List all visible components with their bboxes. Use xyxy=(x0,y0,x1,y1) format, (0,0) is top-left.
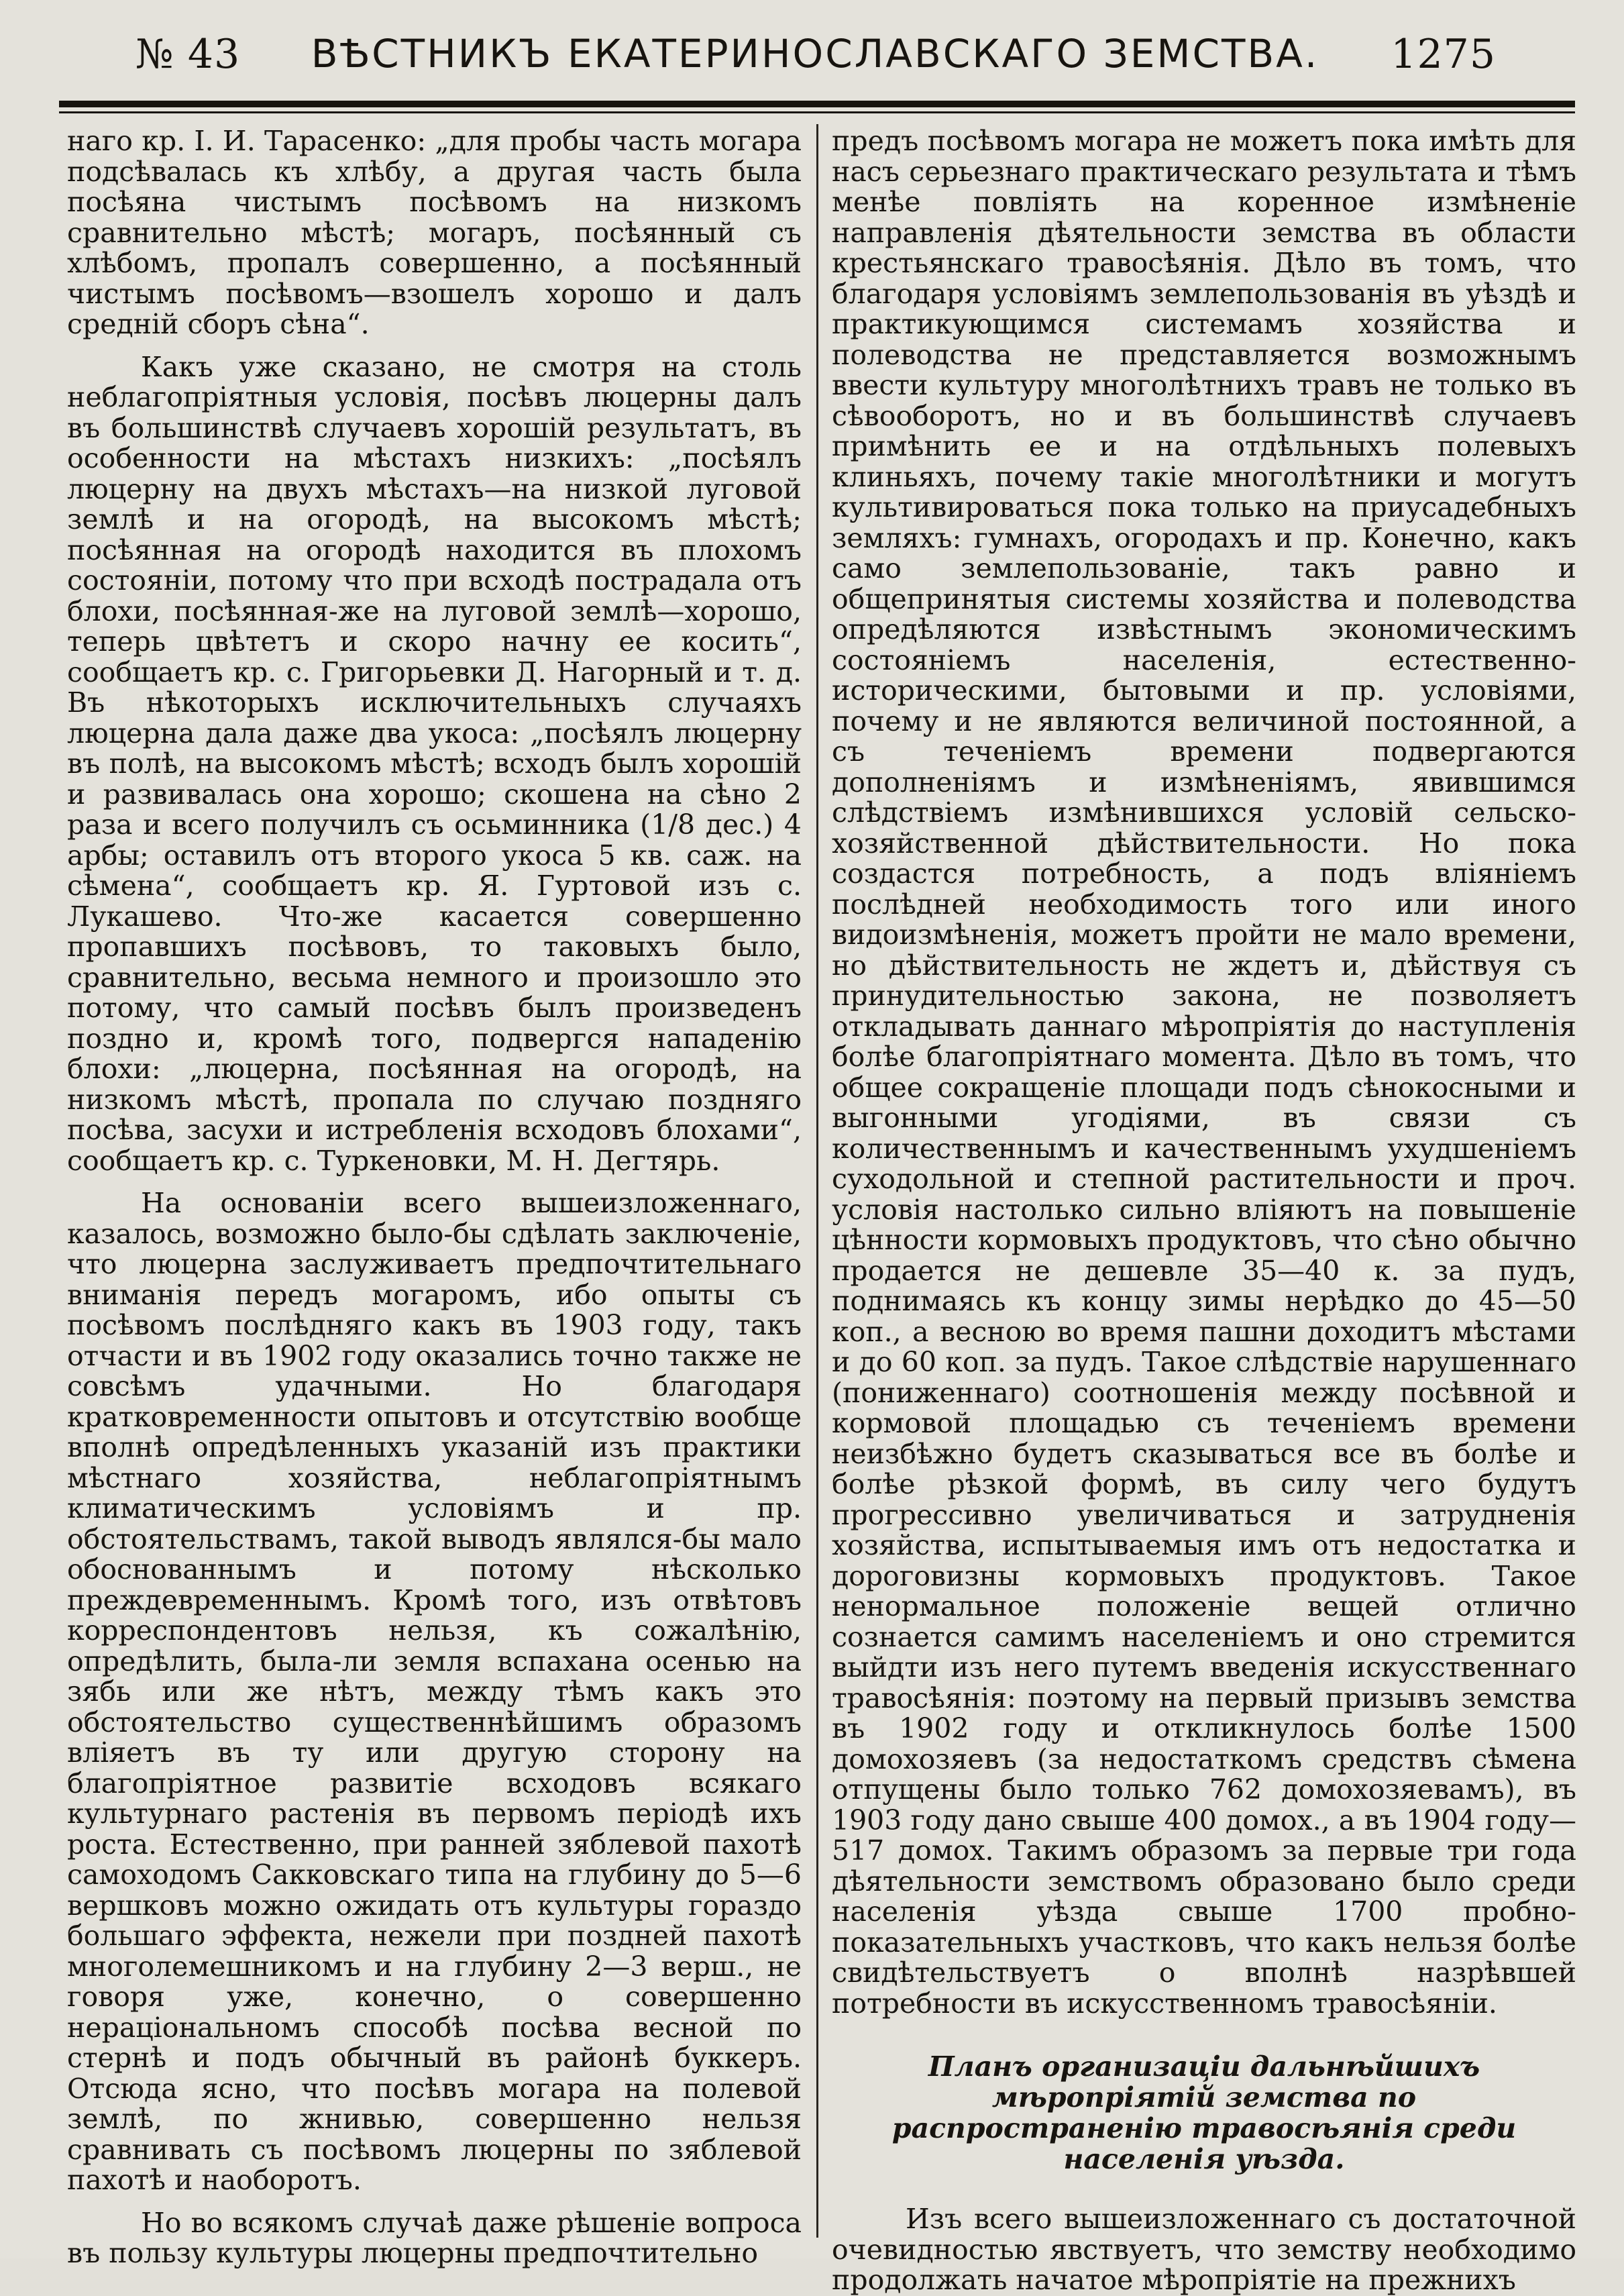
paragraph-continued: наго кр. І. И. Тарасенко: „для пробы часть могара подсѣвалась къ хлѣбу, а другая часть была посѣяна чистымъ посѣвомъ на низкомъ сравнительно мѣстѣ; могаръ, посѣянный съ хлѣбомъ, пропалъ совершенно, а посѣянный чистымъ посѣвомъ—взошелъ хорошо и далъ средній сборъ сѣна“. xyxy=(67,125,802,340)
paragraph-lucerne-results: Какъ уже сказано, не смотря на столь неблагопріятныя условія, посѣвъ люцерны далъ въ большинствѣ случаевъ хорошій результатъ, въ особенности на мѣстахъ низкихъ: „посѣялъ люцерну на двухъ мѣстахъ—на низкой луговой землѣ и на огородѣ, на высокомъ мѣстѣ; посѣянная на огородѣ находится въ плохомъ состояніи, потому что при всходѣ пострадала отъ блохи, посѣянная-же на луговой землѣ—хорошо, теперь цвѣтетъ и скоро начну ее косить“, сообщаетъ кр. с. Григорьевки Д. Нагорный и т. д. Въ нѣкоторыхъ исключительныхъ случаяхъ люцерна дала даже два укоса: „посѣялъ люцерну въ полѣ, на высокомъ мѣстѣ; всходъ былъ хорошій и развивалась она хорошо; скошена на сѣно 2 раза и всего получилъ съ осьминника (1/8 дес.) 4 арбы; оставилъ отъ второго укоса 5 кв. саж. на сѣмена“, сообщаетъ кр. Я. Гуртовой изъ с. Лукашево. Что-же касается совершенно пропавшихъ посѣвовъ, то таковыхъ было, сравнительно, весьма немного и произошло это потому, что самый посѣвъ былъ произведенъ поздно и, кромѣ того, подвергся нападенію блохи: „люцерна, посѣянная на огородѣ, на низкомъ мѣстѣ, пропала по случаю поздняго посѣва, засухи и истребленія всходовъ блохами“, сообщаетъ кр. с. Туркеновки, М. Н. Дегтярь. xyxy=(67,350,802,1177)
paragraph-however: Но во всякомъ случаѣ даже рѣшеніе вопроса въ пользу культуры люцерны предпочтительно xyxy=(67,2206,802,2269)
left-column xyxy=(67,126,802,2269)
paragraph-conclusion: На основаніи всего вышеизложеннаго, казалось, возможно было-бы сдѣлать заключеніе, что люцерна заслуживаетъ предпочтительнаго вниманія передъ могаромъ, ибо опыты съ посѣвомъ послѣдняго какъ въ 1903 году, такъ отчасти и въ 1902 году оказались точно также не совсѣмъ удачными. Но благодаря кратковременности опытовъ и отсутствію вообще вполнѣ опредѣленныхъ указаній изъ практики мѣстнаго хозяйства, неблагопріятнымъ климатическимъ условіямъ и пр. обстоятельствамъ, такой выводъ являлся-бы мало обоснованнымъ и потому нѣсколько преждевременнымъ. Кромѣ того, изъ отвѣтовъ корреспондентовъ нельзя, къ сожалѣнію, опредѣлить, была-ли земля вспахана осенью на зябь или же нѣтъ, между тѣмъ какъ это обстоятельство существеннѣйшимъ образомъ вліяетъ въ ту или другую сторону на благопріятное развитіе всходовъ всякаго культурнаго растенія въ первомъ періодѣ ихъ роста. Естественно, при ранней зяблевой пахотѣ самоходомъ Сакковскаго типа на глубину до 5—6 вершковъ можно ожидать отъ культуры гораздо большаго эффекта, нежели при поздней пахотѣ многолемешникомъ и на глубину 2—3 верш., не говоря уже, конечно, о совершенно нераціональномъ способѣ посѣва весной по стернѣ и подъ обычный въ районѣ буккеръ. Отсюда ясно, что посѣвъ могара на полевой землѣ, по жнивью, совершенно нельзя сравнивать съ посѣвомъ люцерны по зяблевой пахотѣ и наоборотъ. xyxy=(67,1187,802,2196)
page-number: 1275 xyxy=(1391,31,1496,78)
journal-title: ВѢСТНИКЪ ЕКАТЕРИНОСЛАВСКАГО ЗЕМСТВА. xyxy=(311,31,1319,76)
paragraph-plan: Изъ всего вышеизложеннаго съ достаточной очевидностью явствуетъ, что земству необходимо продолжать начатое мѣропріятіе на прежнихъ xyxy=(832,2203,1576,2296)
header-rule-thick xyxy=(59,101,1575,107)
right-column xyxy=(832,126,1576,2296)
paragraph-continued-right: предъ посѣвомъ могара не можетъ пока имѣть для насъ серьезнаго практическаго результата и тѣмъ менѣе повліять на коренное измѣненіе направленія дѣятельности земства въ области крестьянскаго травосѣянія. Дѣло въ томъ, что благодаря условіямъ землепользованія въ уѣздѣ и практикующимся системамъ хозяйства и полеводства не представляется возможнымъ ввести культуру многолѣтнихъ травъ не только въ сѣвооборотъ, но и въ большинствѣ случаевъ примѣнить ее и на отдѣльныхъ полевыхъ клиньяхъ, почему такіе многолѣтники и могутъ культивироваться пока только на приусадебныхъ земляхъ: гумнахъ, огородахъ и пр. Конечно, какъ само землепользованіе, такъ равно и общепринятыя системы хозяйства и полеводства опредѣляются извѣстнымъ экономическимъ состояніемъ населенія, естественно-историческими, бытовыми и пр. условіями, почему и не являются величиной постоянной, а съ теченіемъ времени подвергаются дополненіямъ и измѣненіямъ, явившимся слѣдствіемъ измѣнившихся условій сельско-хозяйственной дѣйствительности. Но пока создастся потребность, а подъ вліяніемъ послѣдней необходимость того или иного видоизмѣненія, можетъ пройти не мало времени, но дѣйствительность не ждетъ и, дѣйствуя съ принудительностью закона, не позволяетъ откладывать даннаго мѣропріятія до наступленія болѣе благопріятнаго момента. Дѣло въ томъ, что общее сокращеніе площади подъ сѣнокосными и выгонными угодіями, въ связи съ количественнымъ и качественнымъ ухудшеніемъ суходольной и степной растительности и проч. условія настолько сильно вліяютъ на повышеніе цѣнности кормовыхъ продуктовъ, что сѣно обычно продается не дешевле 35—40 к. за пудъ, поднимаясь къ концу зимы нерѣдко до 45—50 коп., а весною во время пашни доходитъ мѣстами и до 60 коп. за пудъ. Такое слѣдствіе нарушеннаго (пониженнаго) соотношенія между посѣвной и кормовой площадью съ теченіемъ времени неизбѣжно будетъ сказываться все въ болѣе и болѣе рѣзкой формѣ, въ силу чего будутъ прогрессивно увеличиваться и затрудненія хозяйства, испытываемыя имъ отъ недостатка и дороговизны кормовыхъ продуктовъ. Такое ненормальное положеніе вещей отлично сознается самимъ населеніемъ и оно стремится выйдти изъ него путемъ введенія искусственнаго травосѣянія: поэтому на первый призывъ земства въ 1902 году и откликнулось болѣе 1500 домохозяевъ (за недостаткомъ средствъ сѣмена отпущены было только 762 домохозяевамъ), въ 1903 году дано свыше 400 домох., а въ 1904 году—517 домох. Такимъ образомъ за первые три года дѣятельности земствомъ образовано было среди населенія уѣзда свыше 1700 пробно-показательныхъ участковъ, что какъ нельзя болѣе свидѣтельствуетъ о вполнѣ назрѣвшей потребности въ искусственномъ травосѣяніи. xyxy=(832,125,1576,2020)
page-header xyxy=(127,25,1503,79)
issue-number: № 43 xyxy=(136,31,241,78)
section-subheading: Планъ организаціи дальнѣйшихъ мѣропріятій земства по распространенію травосѣянія среди населенія уѣзда. xyxy=(891,2050,1517,2175)
header-rule-thin xyxy=(59,111,1575,113)
column-divider xyxy=(816,124,818,2238)
